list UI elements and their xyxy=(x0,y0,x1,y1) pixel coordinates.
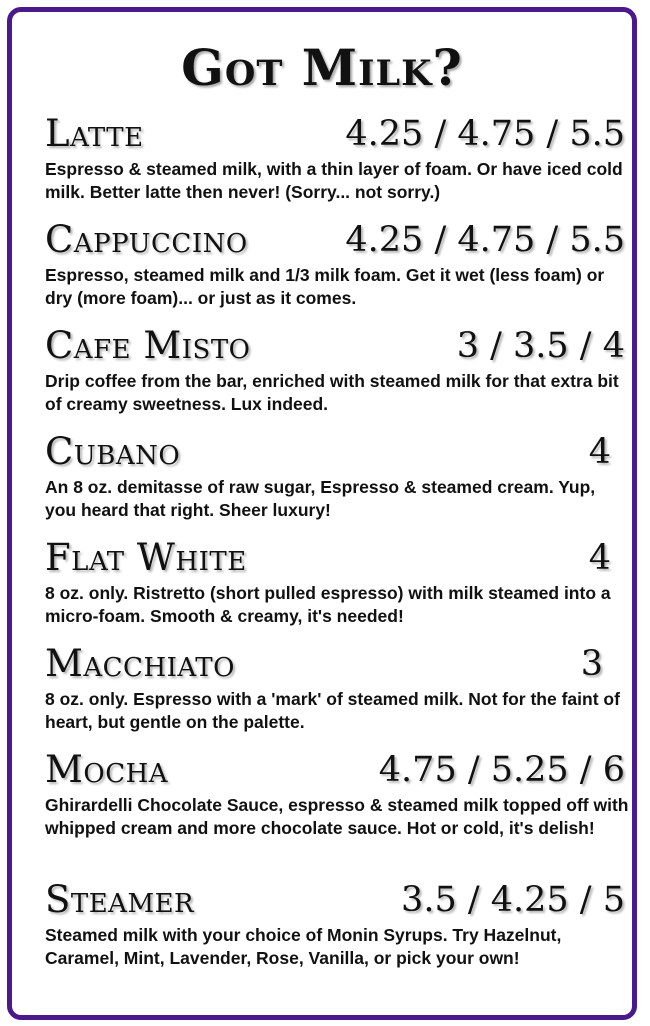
item-price: 4.25 / 4.75 / 5.5 xyxy=(345,220,625,260)
menu-title: Got Milk? xyxy=(181,38,463,97)
item-description: Drip coffee from the bar, enriched with steamed milk for that extra bit of creamy sweetness. Lux indeed. xyxy=(45,371,619,414)
menu-item-cubano xyxy=(45,430,625,522)
menu-item-mocha xyxy=(45,748,629,840)
item-name: Flat White xyxy=(45,536,247,579)
item-price: 3 xyxy=(580,644,603,684)
item-price: 4 xyxy=(588,538,611,578)
item-description: Steamed milk with your choice of Monin Syrups. Try Hazelnut, Caramel, Mint, Lavender, Rose, Vanilla, or pick your own! xyxy=(45,925,562,968)
item-price: 4.75 / 5.25 / 6 xyxy=(378,750,625,790)
item-description: An 8 oz. demitasse of raw sugar, Espresso & steamed cream. Yup, you heard that right. Sheer luxury! xyxy=(45,477,596,520)
item-description: 8 oz. only. Espresso with a 'mark' of steamed milk. Not for the faint of heart, but gentle on the palette. xyxy=(45,689,620,732)
item-name: Macchiato xyxy=(45,642,235,685)
menu-item-cappuccino xyxy=(45,218,625,310)
item-name: Cafe Misto xyxy=(45,324,251,367)
item-name: Cappuccino xyxy=(45,218,248,261)
item-description: Ghirardelli Chocolate Sauce, espresso & steamed milk topped off with whipped cream and more chocolate sauce. Hot or cold, it's delish! xyxy=(45,795,629,838)
menu-item-flat-white xyxy=(45,536,625,628)
menu-item-steamer xyxy=(45,878,625,970)
item-price: 4.25 / 4.75 / 5.5 xyxy=(345,114,625,154)
item-name: Cubano xyxy=(45,430,181,473)
item-description: Espresso, steamed milk and 1/3 milk foam. Get it wet (less foam) or dry (more foam)... or just as it comes. xyxy=(45,265,605,308)
item-price: 3.5 / 4.25 / 5 xyxy=(401,880,625,920)
item-description: Espresso & steamed milk, with a thin layer of foam. Or have iced cold milk. Better latte then never! (Sorry... not sorry.) xyxy=(45,159,623,202)
item-price: 3 / 3.5 / 4 xyxy=(456,326,625,366)
menu-card xyxy=(7,7,637,1020)
item-price: 4 xyxy=(588,432,611,472)
menu-item-cafe-misto xyxy=(45,324,625,416)
item-name: Mocha xyxy=(45,748,169,791)
item-name: Latte xyxy=(45,112,144,155)
menu-item-macchiato xyxy=(45,642,625,734)
menu-item-latte xyxy=(45,112,625,204)
item-description: 8 oz. only. Ristretto (short pulled espresso) with milk steamed into a micro-foam. Smooth & creamy, it's needed! xyxy=(45,583,611,626)
item-name: Steamer xyxy=(45,878,195,921)
